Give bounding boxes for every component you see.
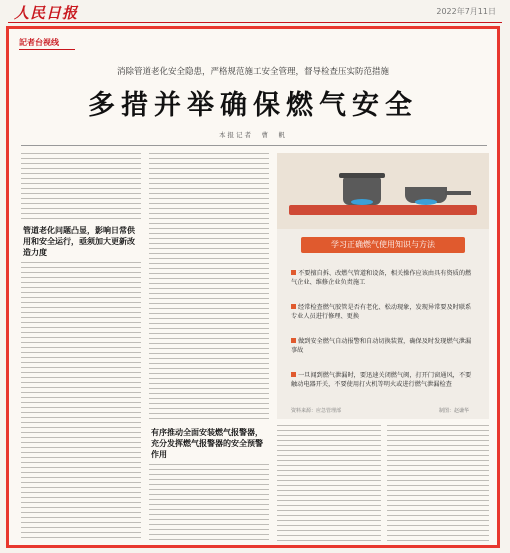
body-text	[149, 153, 269, 423]
safety-tip-text: 做到安全燃气自动报警和自动切换装置，确保及时发现燃气泄漏事故	[291, 338, 472, 354]
article-subhead: 消除管道老化安全隐患，严格规范施工安全管理，督导检查压实防范措施	[116, 67, 389, 77]
safety-tip	[291, 337, 477, 355]
article-subheading-1: 管道老化问题凸显，影响日常供用和安全运行，亟须加大更新改造力度	[23, 226, 135, 257]
safety-tip-text: 不要擅自拆、改燃气管道和设备，相关操作应该由具有资质的燃气企业、维修企业负责施工	[291, 270, 472, 286]
body-column-3	[277, 425, 381, 547]
body-text	[21, 262, 141, 542]
article-headline: 多措并举确保燃气安全	[88, 90, 418, 121]
body-column-4	[387, 425, 489, 547]
infographic-title: 学习正确燃气使用知识与方法	[301, 237, 465, 253]
body-column-2	[149, 153, 269, 547]
headline-divider	[21, 145, 487, 146]
masthead-rule	[8, 22, 502, 23]
infographic-source: 资料来源：应急管理部	[291, 408, 342, 414]
stove-counter	[289, 205, 477, 215]
stove-illustration	[277, 153, 489, 229]
bullet-icon	[291, 338, 296, 343]
article-subheading-2: 有序推动全面安装燃气报警器，充分发挥燃气报警器的安全预警作用	[151, 428, 263, 459]
safety-tip	[291, 269, 477, 287]
body-column-1	[21, 153, 141, 547]
body-text	[149, 464, 269, 544]
infographic-credit: 制图：赵谦华	[438, 408, 469, 414]
bullet-icon	[291, 304, 296, 309]
body-text	[277, 425, 381, 547]
bullet-icon	[291, 270, 296, 275]
article-byline: 本报记者 曹 帆	[219, 131, 287, 139]
bullet-icon	[291, 372, 296, 377]
safety-tip	[291, 303, 477, 321]
gas-safety-infographic	[277, 153, 489, 419]
body-text	[387, 425, 489, 547]
masthead	[0, 0, 510, 24]
article-page	[6, 26, 500, 548]
body-text	[21, 153, 141, 221]
section-tag: 記者台视线	[19, 38, 59, 47]
safety-tip-text: 一旦闻到燃气泄漏时，要迅速关闭燃气阀，打开门窗通风，不要触动电器开关，不要使用打火机等明火或进行燃气泄漏检查	[291, 372, 472, 388]
safety-tip	[291, 371, 477, 389]
issue-date: 2022年7月11日	[436, 7, 496, 16]
newspaper-logo: 人民日报	[14, 4, 79, 22]
safety-tip-text: 经常检查燃气胶管是否有老化、松动现象，发现异常要及时联系专业人员进行修理、更换	[291, 304, 472, 320]
